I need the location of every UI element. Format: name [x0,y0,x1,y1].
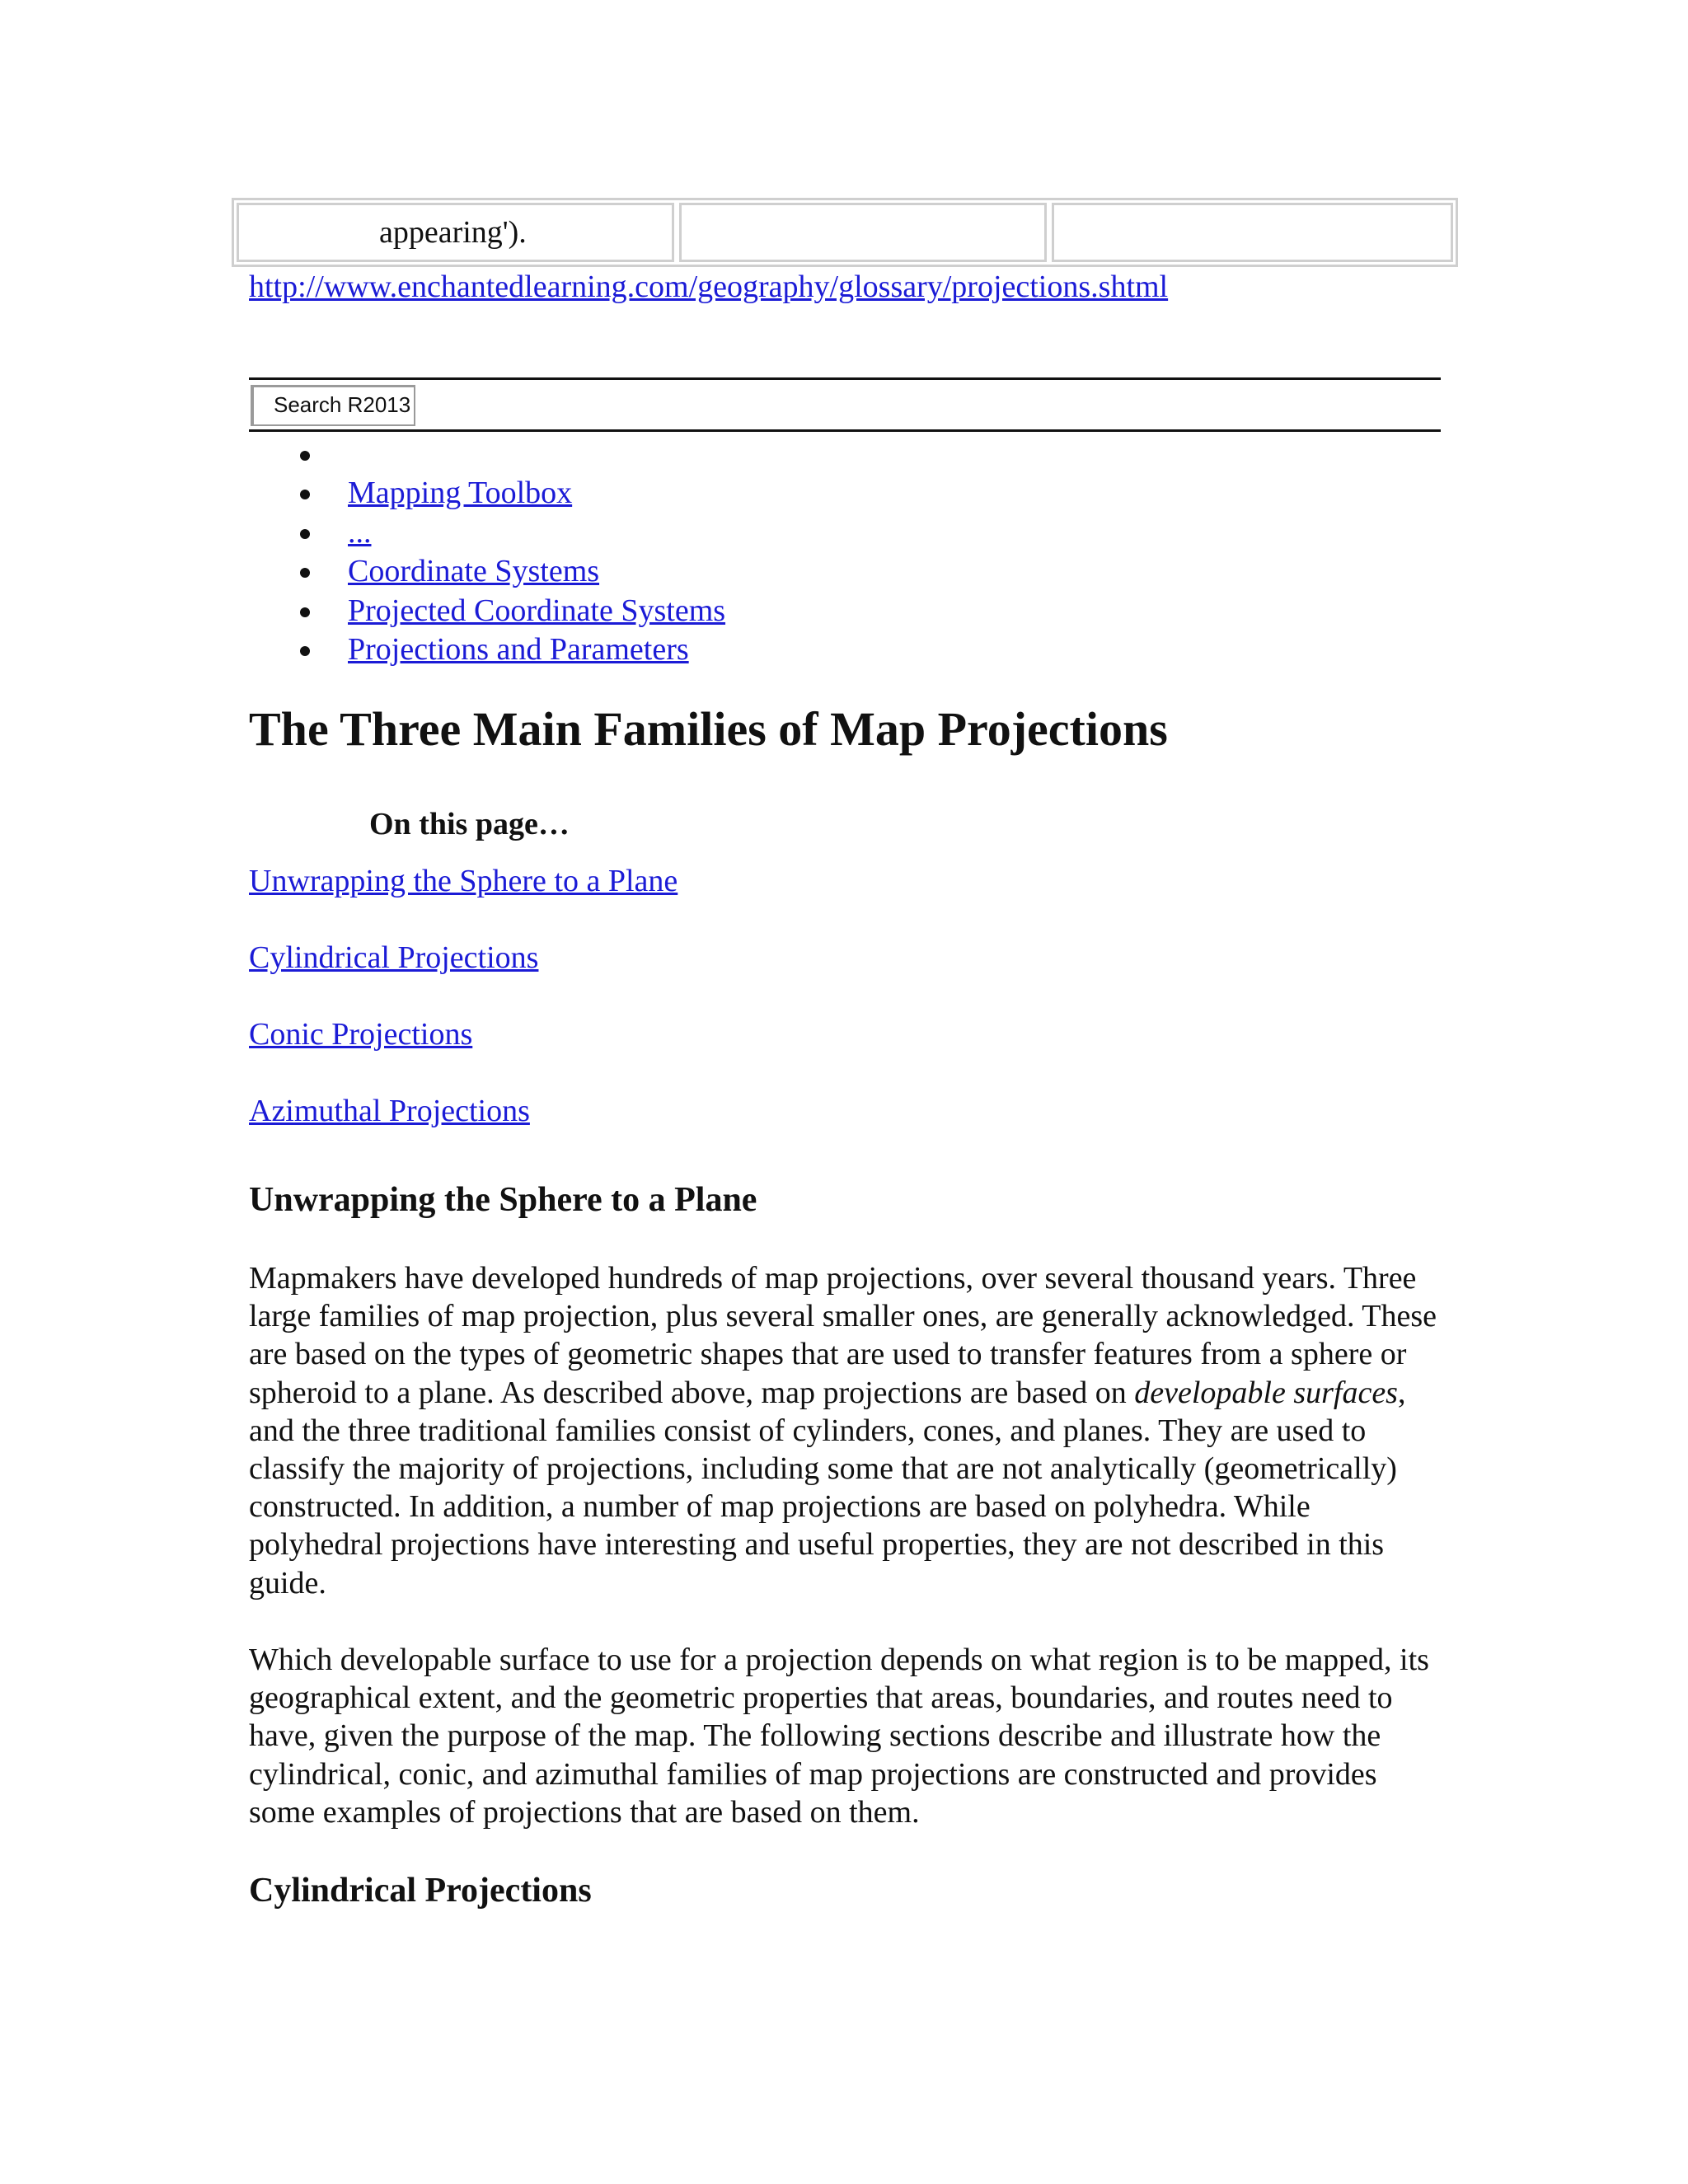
search-bar [249,377,1441,432]
toc-link-cylindrical[interactable]: Cylindrical Projections [249,940,539,975]
section-heading-unwrapping: Unwrapping the Sphere to a Plane [249,1181,757,1219]
table-cell [1052,203,1453,262]
breadcrumb-item-mapping-toolbox [249,474,725,513]
bullet-icon [300,646,310,656]
bullet-icon [300,451,310,461]
bullet-icon [300,568,310,578]
toc-link-unwrapping[interactable]: Unwrapping the Sphere to a Plane [249,864,678,898]
breadcrumb-link-coordinate-systems[interactable]: Coordinate Systems [348,554,600,589]
toc-link-conic[interactable]: Conic Projections [249,1017,473,1052]
toc-heading: On this page… [369,807,570,841]
breadcrumb-item-coordinate-systems [249,552,725,591]
source-url-link[interactable]: http://www.enchantedlearning.com/geography/glossary/projections.shtml [249,269,1169,304]
paragraph-unwrapping-1: Mapmakers have developed hundreds of map projections, over several thousand years. Three large families of map projection, plus several smaller ones, are generally acknowledged. These are based on the types of geometric shapes that are used to transfer features from a sphere or spheroid to a plane. As described above, map projections are based on developable surfaces, and the three traditional families consist of cylinders, cones, and planes. They are used to classify the majority of projections, including some that are not analytically (geometrically) constructed. In addition, a number of map projections are based on polyhedra. While polyhedral projections have interesting and useful properties, they are not described in this guide. [249,1261,1437,1601]
toc-link-azimuthal[interactable]: Azimuthal Projections [249,1094,530,1128]
breadcrumb-item-projections-and-parameters [249,630,725,669]
bullet-icon [300,529,310,539]
page-title: The Three Main Families of Map Projections [249,702,1168,756]
breadcrumb-link-projected-coordinate-systems[interactable]: Projected Coordinate Systems [348,593,726,628]
breadcrumb-link-ellipsis[interactable]: ... [348,514,372,550]
breadcrumb-item-projected-coordinate-systems [249,592,725,630]
table-of-contents [249,862,678,1169]
bullet-icon [300,490,310,499]
table-cell: appearing'). [237,203,674,262]
breadcrumb-link-mapping-toolbox[interactable]: Mapping Toolbox [348,476,573,511]
breadcrumb [249,435,725,669]
table-cell [679,203,1046,262]
breadcrumb-item-ellipsis [249,513,725,552]
bullet-icon [300,607,310,617]
top-table [232,198,1458,267]
paragraph-unwrapping-2: Which developable surface to use for a projection depends on what region is to be mapped, its geographical extent, and the geometric properties that areas, boundaries, and routes need to have, given the purpose of the map. The following sections describe and illustrate how the cylindrical, conic, and azimuthal families of map projections are constructed and provides some examples of projections that are based on them. [249,1643,1429,1830]
search-input[interactable]: Search R2013 [251,385,415,426]
section-heading-cylindrical: Cylindrical Projections [249,1872,592,1910]
breadcrumb-link-projections-and-parameters[interactable]: Projections and Parameters [348,631,689,667]
breadcrumb-item-empty [249,435,725,474]
